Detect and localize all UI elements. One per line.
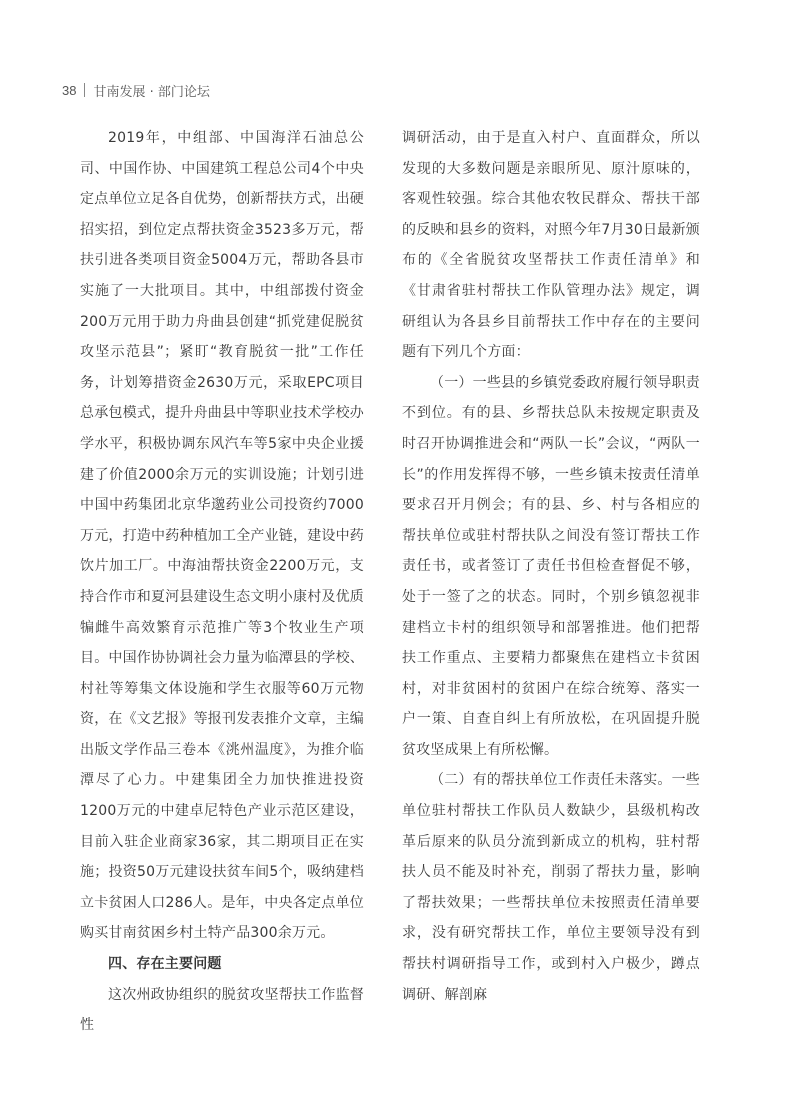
paragraph-survey-start: 这次州政协组织的脱贫攻坚帮扶工作监督性 <box>80 986 364 1034</box>
page-number: 38 <box>62 82 77 98</box>
paragraph-central-units: 2019年，中组部、中国海洋石油总公司、中国作协、中国建筑工程总公司4个中央定点单位立足各自优势，创新帮扶方式，出硬招实招，到位定点帮扶资金3523多万元，帮扶引进各类项目资金5004万元，帮助各县市实施了一大批项目。其中，中组部拨付资金200万元用于助力舟曲县创建“抓党建促脱贫攻坚示范县”；紧盯“教育脱贫一批”工作任务，计划筹措资金2630万元，采取EPC项目总承包模式，提升舟曲县中等职业技术学校办学水平，积极协调东风汽车等5家中央企业援建了价值2000余万元的实训设施；计划引进中国中药集团北京华邈药业公司投资约7000万元，打造中药种植加工全产业链，建设中药饮片加工厂。中海油帮扶资金2200万元，支持合作市和夏河县建设生态文明小康村及优质犏雌牛高效繁育示范推广等3个牧业生产项目。中国作协协调社会力量为临潭县的学校、村社等筹集文体设施和学生衣服等60万元物资，在《文艺报》等报刊发表推介文章，主编出版文学作品三卷本《洮州温度》，为推介临潭尽了心力。中建集团全力加快推进投资1200万元的中建卓尼特色产业示范区建设，目前入驻企业商家36家，其二期项目正在实施；投资50万元建设扶贫车间5个，吸纳建档立卡贫困人口286人。是年，中央各定点单位购买甘南贫困乡村土特产品300余万元。 <box>80 130 364 942</box>
running-header <box>62 80 210 100</box>
right-column <box>402 123 700 1010</box>
section-heading-problems: 四、存在主要问题 <box>108 956 222 973</box>
header-divider <box>84 83 85 97</box>
section-title: 甘南发展 · 部门论坛 <box>93 84 210 100</box>
paragraph-problem-one: （一）一些县的乡镇党委政府履行领导职责不到位。有的县、乡帮扶总队未按规定职责及时召开协调推进会和“两队一长”会议，“两队一长”的作用发挥得不够，一些乡镇未按责任清单要求召开月例会；有的县、乡、村与各相应的帮扶单位或驻村帮扶队之间没有签订帮扶工作责任书，或者签订了责任书但检查督促不够，处于一签了之的状态。同时，个别乡镇忽视非建档立卡村的组织领导和部署推进。他们把帮扶工作重点、主要精力都聚焦在建档立卡贫困村，对非贫困村的贫困户在综合统筹、落实一户一策、自查自纠上有所放松，在巩固提升脱贫攻坚成果上有所松懈。 <box>402 374 700 758</box>
paragraph-problem-two: （二）有的帮扶单位工作责任未落实。一些单位驻村帮扶工作队员人数缺少，县级机构改革后原来的队员分流到新成立的机构，驻村帮扶人员不能及时补充，削弱了帮扶力量，影响了帮扶效果；一些帮扶单位未按照责任清单要求，没有研究帮扶工作，单位主要领导没有到帮扶村调研指导工作，或到村入户极少，蹲点调研、解剖麻 <box>402 772 700 1003</box>
paragraph-survey-continued: 调研活动，由于是直入村户、直面群众，所以发现的大多数问题是亲眼所见、原汁原味的，客观性较强。综合其他农牧民群众、帮扶干部的反映和县乡的资料，对照今年7月30日最新颁布的《全省脱贫攻坚帮扶工作责任清单》和《甘肃省驻村帮扶工作队管理办法》规定，调研组认为各县乡目前帮扶工作中存在的主要问题有下列几个方面： <box>402 130 700 361</box>
left-column <box>80 123 364 1041</box>
